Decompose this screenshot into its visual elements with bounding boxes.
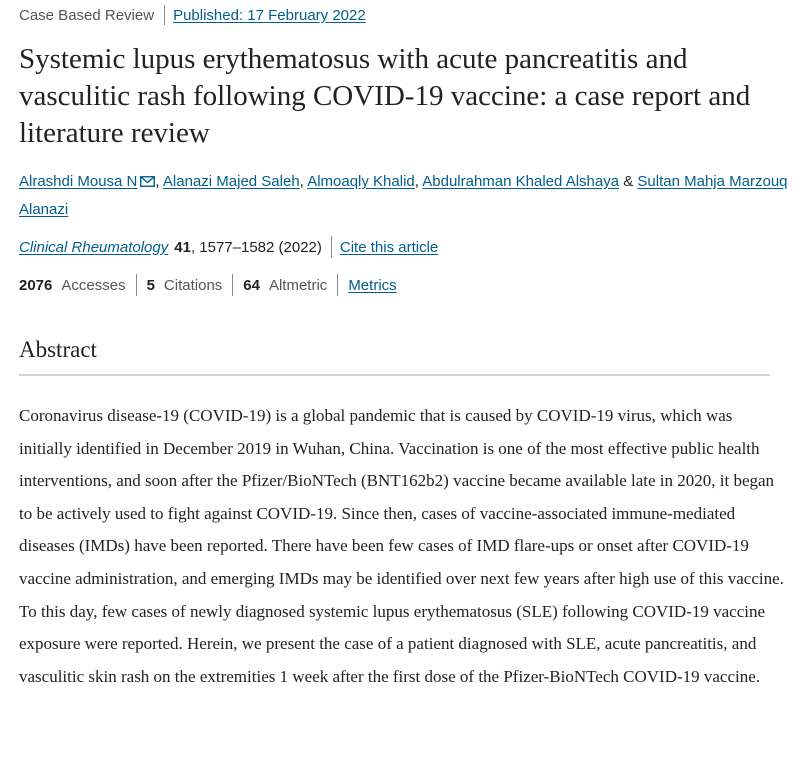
meta-divider <box>164 5 165 25</box>
article-title: Systemic lupus erythematosus with acute pancreatitis and vasculitic rash following COVID-19 vaccine: a case report and literature review <box>19 43 751 149</box>
accesses-count: 2076 <box>19 276 53 294</box>
author-link-5[interactable]: Sultan Mahja Marzouq Alanazi <box>19 173 788 218</box>
abstract-text: Coronavirus disease-19 (COVID-19) is a global pandemic that is caused by COVID-19 virus, which was initially identified in December 2019 in Wuhan, China. Vaccination is one of the most effective public health interventions, and soon after the Pfizer/BioNTech (BNT162b2) vaccine became available late in 2020, it began to be actively used to fight against COVID-19. Since then, cases of vaccine-associated immune-mediated diseases (IMDs) have been reported. There have been few cases of IMD flare-ups or onset after COVID-19 vaccine administration, and emerging IMDs may be identified over next few years after high use of this vaccine. To this day, few cases of newly diagnosed systemic lupus erythematosus (SLE) following COVID-19 vaccine exposure were reported. Herein, we present the case of a patient diagnosed with SLE, acute pancreatitis, and vasculitic skin rash on the extremities 1 week after the first dose of the Pfizer-BioNTech COVID-19 vaccine. <box>19 406 784 686</box>
article-type: Case Based Review <box>19 6 155 24</box>
article-metrics <box>19 274 397 296</box>
article-meta <box>19 5 366 25</box>
author-link-3[interactable]: Almoaqly Khalid <box>307 173 415 190</box>
citation-divider <box>331 236 332 258</box>
metrics-link[interactable]: Metrics <box>348 276 397 294</box>
author-link-2[interactable]: Alanazi Majed Saleh <box>162 173 300 190</box>
abstract-heading: Abstract <box>19 337 97 362</box>
metrics-divider <box>337 274 338 296</box>
accesses-label: Accesses <box>61 276 126 294</box>
envelope-icon[interactable] <box>140 169 155 180</box>
altmetric-label: Altmetric <box>268 276 328 294</box>
journal-pages-year: , 1577–1582 (2022) <box>190 238 322 256</box>
author-list <box>19 168 789 224</box>
altmetric-count: 64 <box>243 276 260 294</box>
cite-article-link[interactable]: Cite this article <box>339 238 439 256</box>
citation-line <box>19 236 438 258</box>
abstract-divider <box>19 374 770 376</box>
author-separator: , <box>299 173 308 190</box>
journal-volume: 41 <box>174 238 191 256</box>
author-separator: & <box>619 173 638 190</box>
author-link-1[interactable]: Alrashdi Mousa N <box>19 173 138 190</box>
citations-count: 5 <box>146 276 155 294</box>
metrics-divider <box>136 274 137 296</box>
journal-link[interactable]: Clinical Rheumatology <box>19 238 169 256</box>
published-date-link[interactable]: Published: 17 February 2022 <box>173 6 366 24</box>
author-link-4[interactable]: Abdulrahman Khaled Alshaya <box>422 173 620 190</box>
citations-label: Citations <box>163 276 223 294</box>
author-separator: , <box>414 173 423 190</box>
author-separator: , <box>155 173 163 190</box>
metrics-divider <box>232 274 233 296</box>
